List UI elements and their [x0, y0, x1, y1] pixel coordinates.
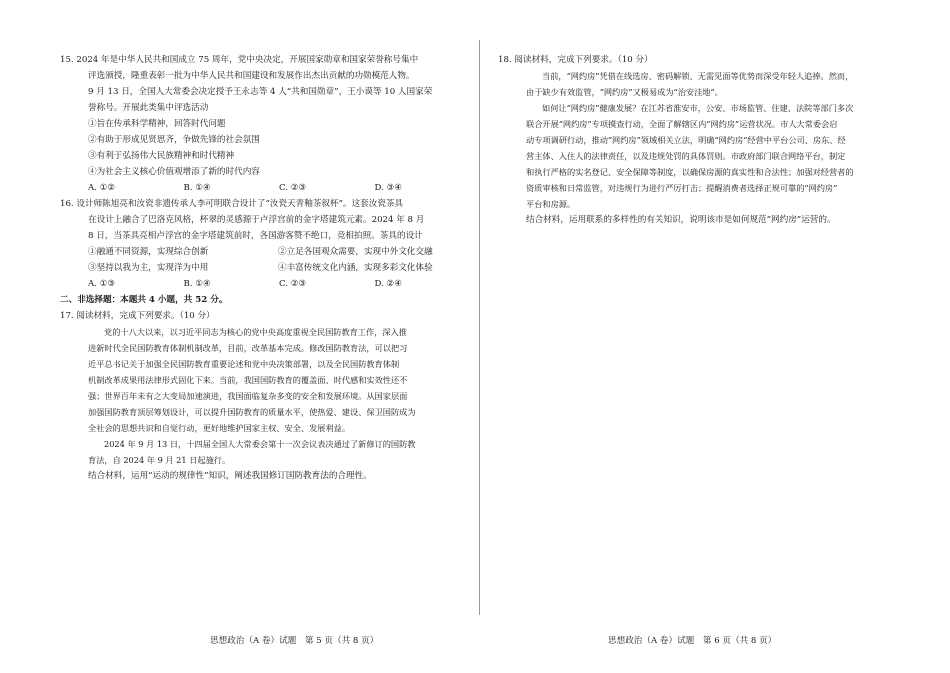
q17-material-line: 近平总书记关于加强全民国防教育重要论述和党中央决策部署，以及全民国防教育体制 [88, 359, 400, 369]
q17-material-line: 2024 年 9 月 13 日，十四届全国人大常委会第十一次会议表决通过了新修订的国防教 [104, 439, 416, 449]
q18-material-line: 由于缺少有效监管，“网约房”又极易成为“治安洼地”。 [526, 87, 723, 97]
q15-option-c: C. ②③ [279, 183, 307, 193]
q16-option-c: C. ②③ [279, 279, 307, 289]
q16-option-a: A. ①③ [88, 279, 116, 289]
q17-task: 结合材料，运用“运动的规律性”知识，阐述我国修订国防教育法的合理性。 [88, 471, 372, 481]
q15-stem-line: 9 月 13 日，全国人大常委会决定授予王永志等 4 人“共和国勋章”，王小谟等 10 人国家荣 [88, 87, 433, 97]
question-15 [60, 52, 470, 196]
q17-material-line: 强；世界百年未有之大变局加速演进，我国面临复杂多变的安全和发展环境。从国家层面 [88, 391, 408, 401]
question-17 [60, 308, 470, 484]
q18-task: 结合材料，运用联系的多样性的有关知识，说明该市是如何规范“网约房”运营的。 [526, 215, 836, 225]
q18-material-line: 平台和房源。 [526, 199, 576, 209]
q15-stem-line: 誉称号。开展此类集中评选活动 [88, 103, 209, 113]
q17-material-line: 加强国防教育顶层筹划设计，可以提升国防教育的质量水平，使热爱、建设、保卫国防成为 [88, 407, 416, 417]
q18-prompt: 18. 阅读材料，完成下列要求。（10 分） [498, 55, 653, 65]
q17-material-line: 全社会的思想共识和自觉行动，更好地维护国家主权、安全、发展利益。 [88, 423, 351, 433]
q16-stem-line: 8 日，当茶具亮相卢浮宫的金字塔建筑前时，各国游客赞不绝口，竞相拍照。茶具的设计 [88, 231, 423, 241]
page-divider [479, 40, 480, 615]
q15-options [60, 180, 470, 196]
q17-material-line: 机制改革成果用法律形式固化下来。当前，我国国防教育的覆盖面、时代感和实效性还不 [88, 375, 408, 385]
q15-stem-line: 15. 2024 年是中华人民共和国成立 75 周年，党中央决定，开展国家勋章和国家荣誉称号集中 [60, 55, 419, 65]
q17-prompt: 17. 阅读材料，完成下列要求。（10 分） [60, 311, 215, 321]
q15-statement: ④为社会主义核心价值观增添了新的时代内容 [88, 167, 260, 177]
q15-stem-line: 评选颁授，隆重表彰一批为中华人民共和国建设和发展作出杰出贡献的功勋模范人物。 [88, 71, 415, 81]
q15-option-b: B. ①④ [183, 183, 211, 193]
q16-statement: ④丰富传统文化内涵，实现多彩文化体验 [278, 263, 433, 273]
q18-material-line: 如何让“网约房”健康发展？在江苏省淮安市，公安、市场监管、住建、法院等部门多次 [542, 103, 854, 113]
left-page [60, 0, 470, 673]
q16-statement: ③坚持以我为主，实现洋为中用 [88, 263, 209, 273]
q16-statements-row [60, 244, 470, 260]
q17-material-line: 进新时代全民国防教育体制机制改革，目前，改革基本完成。修改国防教育法，可以把习 [88, 343, 408, 353]
left-page-content [60, 52, 470, 484]
q17-material-line: 育法，自 2024 年 9 月 21 日起施行。 [88, 455, 231, 465]
q18-material-line: 和执行严格的实名登记、安全保障等制度，以确保房源的真实性和合法性；加强对经营者的 [526, 167, 854, 177]
page-footer-left: 思想政治（A 卷）试题 第 5 页（共 8 页） [210, 636, 379, 646]
q16-options [60, 276, 470, 292]
q17-material-line: 党的十八大以来，以习近平同志为核心的党中央高度重视全民国防教育工作，深入推 [104, 327, 407, 337]
right-page [498, 0, 903, 673]
q15-option-d: D. ③④ [374, 183, 402, 193]
q15-statement: ②有助于形成见贤思齐，争做先锋的社会氛围 [88, 135, 260, 145]
q15-statement: ①旨在传承科学精神，回答时代问题 [88, 119, 226, 129]
q16-statement: ①融通不同资源，实现综合创新 [88, 247, 209, 257]
section-title: 二、非选择题：本题共 4 小题，共 52 分。 [60, 295, 228, 305]
question-18 [498, 52, 903, 228]
page-footer-right: 思想政治（A 卷）试题 第 6 页（共 8 页） [608, 636, 777, 646]
q16-statements-row [60, 260, 470, 276]
q16-stem-line: 在设计上融合了巴洛克风格，杯翠的灵感源于卢浮宫前的金字塔建筑元素。2024 年 8 月 [88, 215, 425, 225]
q15-statement: ③有利于弘扬伟大民族精神和时代精神 [88, 151, 235, 161]
right-page-content [498, 52, 903, 228]
q18-material-line: 营主体、入住人的法律责任，以及违规处罚的具体罚则。市政府部门联合网络平台，制定 [526, 151, 846, 161]
q18-material-line: 动专项调研行动，推动“网约房”领域相关立法，明确“网约房”经营中平台公司、房东、经 [526, 135, 846, 145]
question-16 [60, 196, 470, 292]
q16-option-b: B. ①④ [183, 279, 211, 289]
q16-stem-line: 16. 设计师陈旭亮和汝瓷非遗传承人李可明联合设计了“汝瓷天青釉茶叙杯”。这套汝瓷茶具 [60, 199, 404, 209]
q18-material-line: 资质审核和日常监管，对违规行为进行严厉打击；提醒消费者选择正规可靠的“网约房” [526, 183, 838, 193]
q16-statement: ②立足各国观众需要，实现中外文化交融 [278, 247, 433, 257]
q18-material-line: 当前，“网约房”凭借在线选房、密码解锁、无需见面等优势而深受年轻人追捧。然而， [542, 71, 854, 81]
q15-option-a: A. ①② [88, 183, 116, 193]
q18-material-line: 联合开展“网约房”专项摸查行动，全面了解辖区内“网约房”运营状况。市人大常委会启 [526, 119, 838, 129]
q16-option-d: D. ②④ [374, 279, 402, 289]
